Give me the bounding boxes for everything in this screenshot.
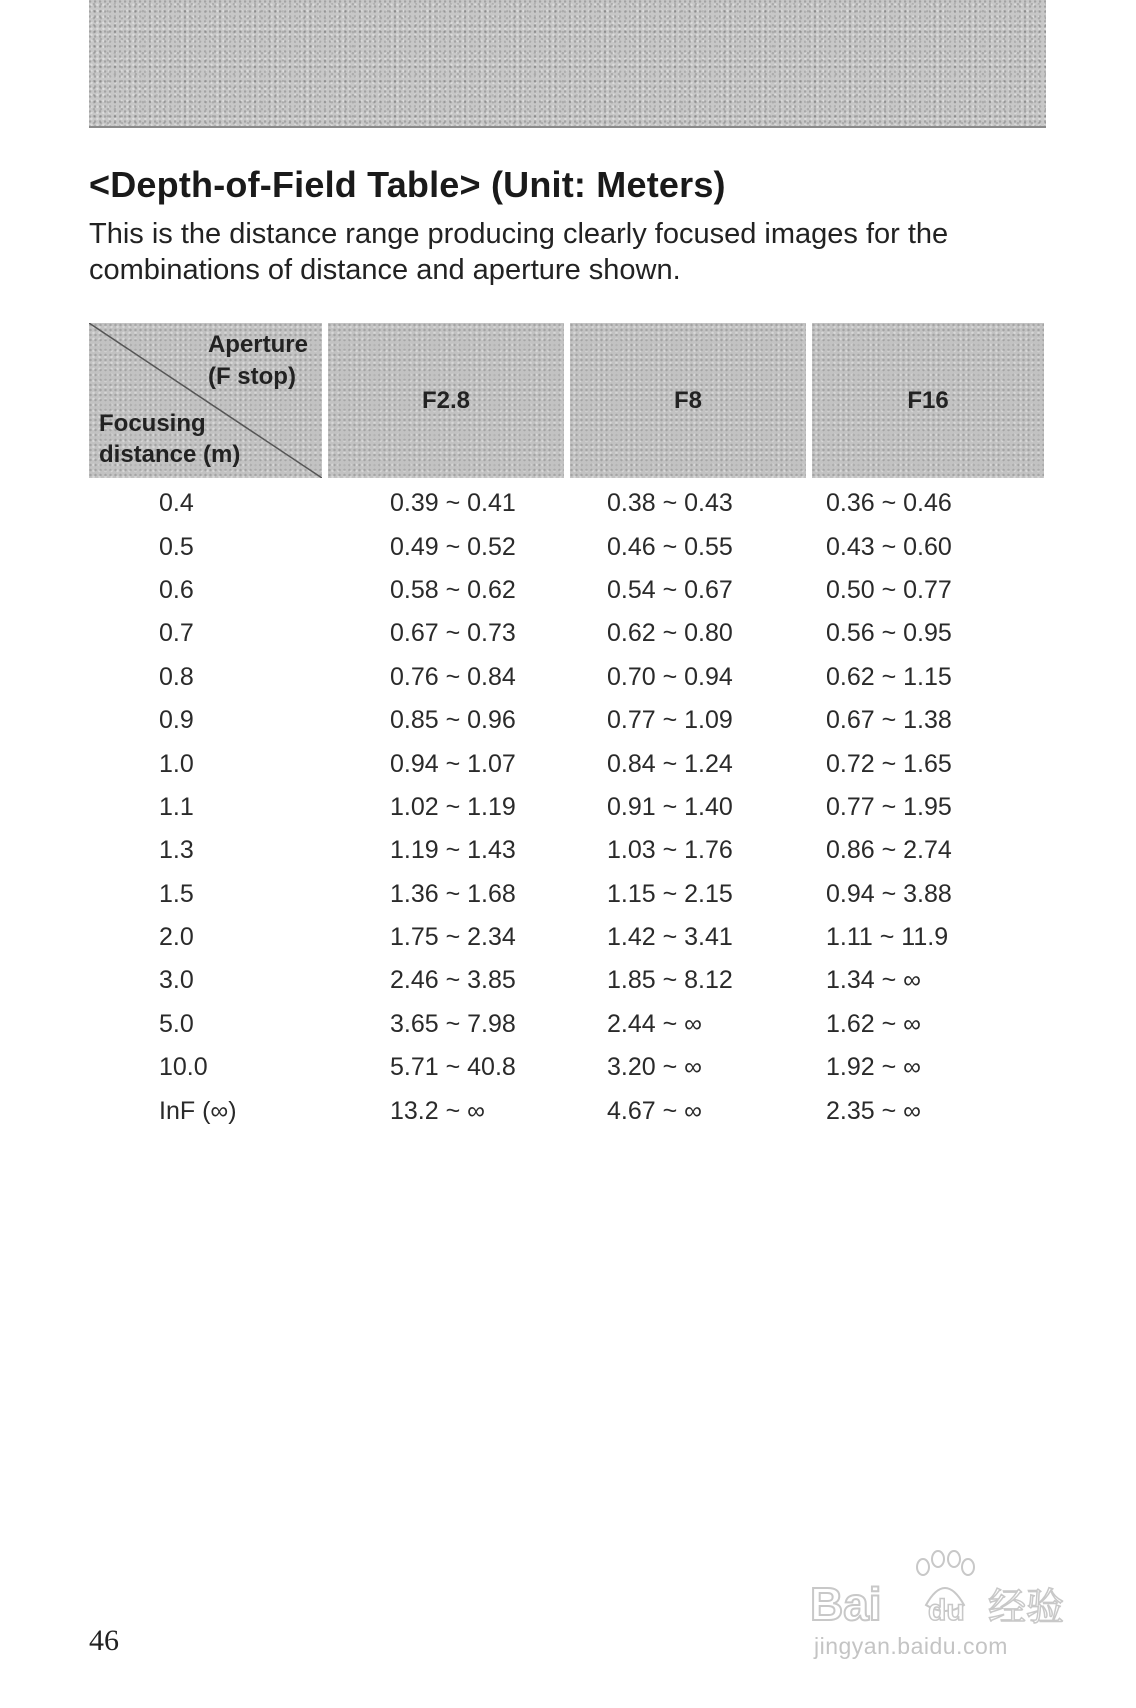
table-row — [89, 1046, 1047, 1089]
table-row — [89, 612, 1047, 655]
f16-range-cell: 0.67 ~ 1.38 — [826, 706, 952, 735]
table-corner-header — [89, 323, 322, 478]
f16-range-cell: 2.35 ~ ∞ — [826, 1096, 921, 1125]
focus-distance-cell: 0.5 — [159, 532, 194, 561]
f16-range-cell: 0.94 ~ 3.88 — [826, 879, 952, 908]
table-row — [89, 1003, 1047, 1046]
f16-range-cell: 0.77 ~ 1.95 — [826, 792, 952, 821]
f2-8-range-cell: 1.36 ~ 1.68 — [390, 879, 516, 908]
f16-range-cell: 0.86 ~ 2.74 — [826, 836, 952, 865]
f2-8-range-cell: 1.75 ~ 2.34 — [390, 923, 516, 952]
f8-range-cell: 1.42 ~ 3.41 — [607, 923, 733, 952]
focus-distance-cell: 1.3 — [159, 836, 194, 865]
focus-distance-cell: 1.1 — [159, 792, 194, 821]
f8-range-cell: 0.77 ~ 1.09 — [607, 706, 733, 735]
f8-range-cell: 1.03 ~ 1.76 — [607, 836, 733, 865]
depth-of-field-table — [89, 323, 1047, 1133]
f8-range-cell: 0.91 ~ 1.40 — [607, 792, 733, 821]
focus-distance-cell: 0.7 — [159, 619, 194, 648]
svg-text:经验: 经验 — [988, 1585, 1065, 1629]
aperture-label: Aperture (F stop) — [207, 331, 308, 390]
baidu-logo-icon — [808, 1545, 1078, 1635]
watermark-url: jingyan.baidu.com — [814, 1633, 1008, 1659]
f16-range-cell: 0.56 ~ 0.95 — [826, 619, 952, 648]
table-row — [89, 569, 1047, 612]
table-row — [89, 829, 1047, 872]
f16-range-cell: 0.72 ~ 1.65 — [826, 749, 952, 778]
column-header-f8: F8 — [570, 323, 806, 478]
f8-range-cell: 0.84 ~ 1.24 — [607, 749, 733, 778]
f2-8-range-cell: 0.39 ~ 0.41 — [390, 489, 516, 518]
focus-distance-cell: 0.8 — [159, 662, 194, 691]
table-row — [89, 873, 1047, 916]
f16-range-cell: 0.50 ~ 0.77 — [826, 575, 952, 604]
focus-distance-cell: 1.5 — [159, 879, 194, 908]
f8-range-cell: 0.62 ~ 0.80 — [607, 619, 733, 648]
focus-distance-cell: 1.0 — [159, 749, 194, 778]
focus-distance-cell: 2.0 — [159, 923, 194, 952]
table-row — [89, 742, 1047, 785]
f2-8-range-cell: 0.67 ~ 0.73 — [390, 619, 516, 648]
f2-8-range-cell: 0.94 ~ 1.07 — [390, 749, 516, 778]
f8-range-cell: 0.54 ~ 0.67 — [607, 575, 733, 604]
table-header-row — [89, 323, 1047, 478]
focus-distance-cell: 3.0 — [159, 966, 194, 995]
focusing-distance-label: Focusing distance (m) — [99, 410, 241, 468]
f16-range-cell: 0.43 ~ 0.60 — [826, 532, 952, 561]
intro-paragraph: This is the distance range producing clearly focused images for the combinations of distance and aperture shown. — [89, 218, 949, 286]
header-band — [89, 0, 1046, 128]
f2-8-range-cell: 5.71 ~ 40.8 — [390, 1053, 516, 1082]
f16-range-cell: 1.92 ~ ∞ — [826, 1053, 921, 1082]
focus-distance-cell: InF (∞) — [159, 1096, 237, 1125]
table-row — [89, 1089, 1047, 1132]
f16-range-cell: 0.36 ~ 0.46 — [826, 489, 952, 518]
f8-range-cell: 0.46 ~ 0.55 — [607, 532, 733, 561]
f2-8-range-cell: 1.19 ~ 1.43 — [390, 836, 516, 865]
f8-range-cell: 4.67 ~ ∞ — [607, 1096, 702, 1125]
focus-distance-cell: 0.6 — [159, 575, 194, 604]
f2-8-range-cell: 3.65 ~ 7.98 — [390, 1009, 516, 1038]
page-title: <Depth-of-Field Table> (Unit: Meters) — [89, 164, 726, 205]
f8-range-cell: 1.15 ~ 2.15 — [607, 879, 733, 908]
table-row — [89, 916, 1047, 959]
page-number: 46 — [89, 1624, 119, 1657]
f8-range-cell: 3.20 ~ ∞ — [607, 1053, 702, 1082]
column-header-f2-8: F2.8 — [328, 323, 564, 478]
table-row — [89, 525, 1047, 568]
svg-text:du: du — [928, 1594, 965, 1627]
f16-range-cell: 1.34 ~ ∞ — [826, 966, 921, 995]
table-row — [89, 656, 1047, 699]
f2-8-range-cell: 13.2 ~ ∞ — [390, 1096, 485, 1125]
f16-range-cell: 0.62 ~ 1.15 — [826, 662, 952, 691]
f2-8-range-cell: 0.76 ~ 0.84 — [390, 662, 516, 691]
focus-distance-cell: 0.4 — [159, 489, 194, 518]
f8-range-cell: 1.85 ~ 8.12 — [607, 966, 733, 995]
f16-range-cell: 1.62 ~ ∞ — [826, 1009, 921, 1038]
focus-distance-cell: 0.9 — [159, 706, 194, 735]
f2-8-range-cell: 0.85 ~ 0.96 — [390, 706, 516, 735]
table-row — [89, 699, 1047, 742]
f2-8-range-cell: 1.02 ~ 1.19 — [390, 792, 516, 821]
column-header-f16: F16 — [812, 323, 1044, 478]
table-body — [89, 478, 1047, 1133]
table-row — [89, 482, 1047, 525]
f8-range-cell: 2.44 ~ ∞ — [607, 1009, 702, 1038]
focus-distance-cell: 10.0 — [159, 1053, 208, 1082]
table-row — [89, 959, 1047, 1002]
svg-text:Bai: Bai — [810, 1578, 882, 1630]
table-row — [89, 786, 1047, 829]
f8-range-cell: 0.38 ~ 0.43 — [607, 489, 733, 518]
f2-8-range-cell: 0.49 ~ 0.52 — [390, 532, 516, 561]
baidu-watermark — [808, 1545, 1078, 1665]
f2-8-range-cell: 2.46 ~ 3.85 — [390, 966, 516, 995]
f2-8-range-cell: 0.58 ~ 0.62 — [390, 575, 516, 604]
focus-distance-cell: 5.0 — [159, 1009, 194, 1038]
f16-range-cell: 1.11 ~ 11.9 — [826, 923, 949, 952]
f8-range-cell: 0.70 ~ 0.94 — [607, 662, 733, 691]
